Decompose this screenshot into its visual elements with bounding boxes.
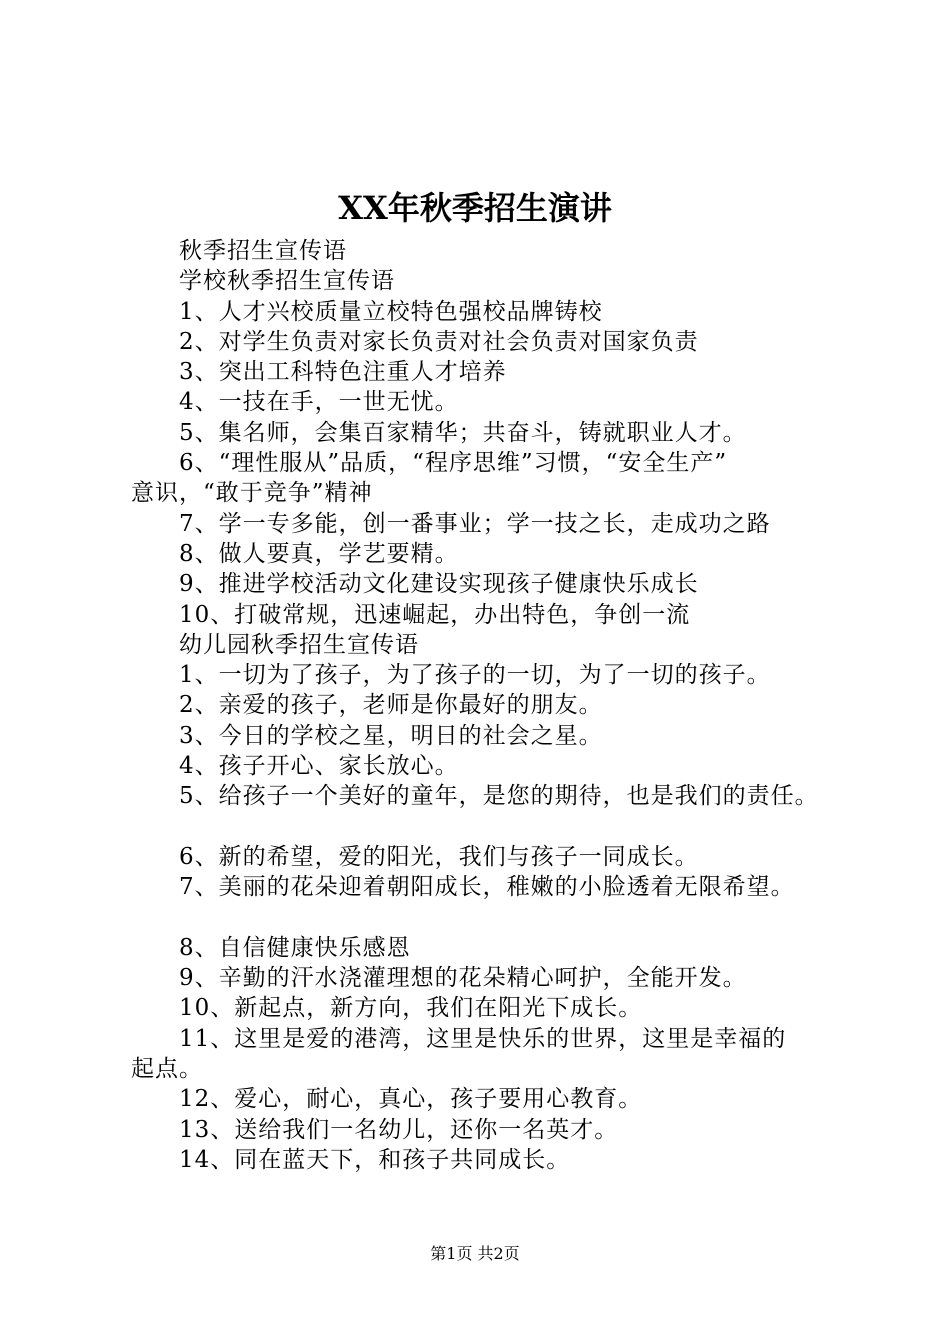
- text-line: 7、学一专多能，创一番事业；学一技之长，走成功之路: [179, 510, 771, 537]
- text-line: 13、送给我们一名幼儿，还你一名英才。: [179, 1116, 619, 1143]
- text-line: 2、对学生负责对家长负责对社会负责对国家负责: [179, 328, 699, 355]
- text-line: 8、做人要真，学艺要精。: [179, 540, 459, 567]
- text-line: 12、爱心，耐心，真心，孩子要用心教育。: [179, 1086, 643, 1113]
- text-line: 8、自信健康快乐感恩: [179, 934, 411, 961]
- text-line: 幼儿园秋季招生宣传语: [179, 631, 419, 658]
- text-line: 3、今日的学校之星，明日的社会之星。: [179, 722, 603, 749]
- text-line: 10、打破常规，迅速崛起，办出特色，争创一流: [179, 601, 691, 628]
- text-line: 起点。: [131, 1056, 203, 1083]
- text-line: 6、“理性服从”品质，“程序思维”习惯，“安全生产”: [179, 450, 728, 477]
- text-line: 9、辛勤的汗水浇灌理想的花朵精心呵护，全能开发。: [179, 965, 747, 992]
- text-line: 3、突出工科特色注重人才培养: [179, 359, 507, 386]
- text-line: 秋季招生宣传语: [179, 238, 347, 264]
- text-line: 6、新的希望，爱的阳光，我们与孩子一同成长。: [179, 843, 699, 870]
- text-line: 7、美丽的花朵迎着朝阳成长，稚嫩的小脸透着无限希望。: [179, 874, 795, 901]
- document-title: XX年秋季招生演讲: [338, 189, 612, 227]
- text-line: 1、人才兴校质量立校特色强校品牌铸校: [179, 298, 603, 325]
- document-body: [131, 236, 851, 1175]
- text-line: 14、同在蓝天下，和孩子共同成长。: [179, 1146, 571, 1173]
- text-line: 11、这里是爱的港湾，这里是快乐的世界，这里是幸福的: [179, 1025, 787, 1052]
- text-line: 9、推进学校活动文化建设实现孩子健康快乐成长: [179, 571, 699, 598]
- blank-line: [131, 812, 851, 842]
- text-line: 5、给孩子一个美好的童年，是您的期待，也是我们的责任。: [179, 783, 819, 810]
- blank-line: [131, 903, 851, 933]
- text-line: 10、新起点，新方向，我们在阳光下成长。: [179, 995, 643, 1022]
- text-line: 意识，“敢于竞争”精神: [131, 480, 373, 507]
- text-line: 4、一技在手，一世无忧。: [179, 389, 459, 416]
- text-line: 1、一切为了孩子，为了孩子的一切，为了一切的孩子。: [179, 662, 771, 689]
- page-footer: 第1页 共2页: [430, 1244, 520, 1263]
- text-line: 4、孩子开心、家长放心。: [179, 753, 459, 780]
- text-line: 2、亲爱的孩子，老师是你最好的朋友。: [179, 692, 603, 719]
- text-line: 5、集名师，会集百家精华；共奋斗，铸就职业人才。: [179, 419, 747, 446]
- text-line: 学校秋季招生宣传语: [179, 268, 395, 295]
